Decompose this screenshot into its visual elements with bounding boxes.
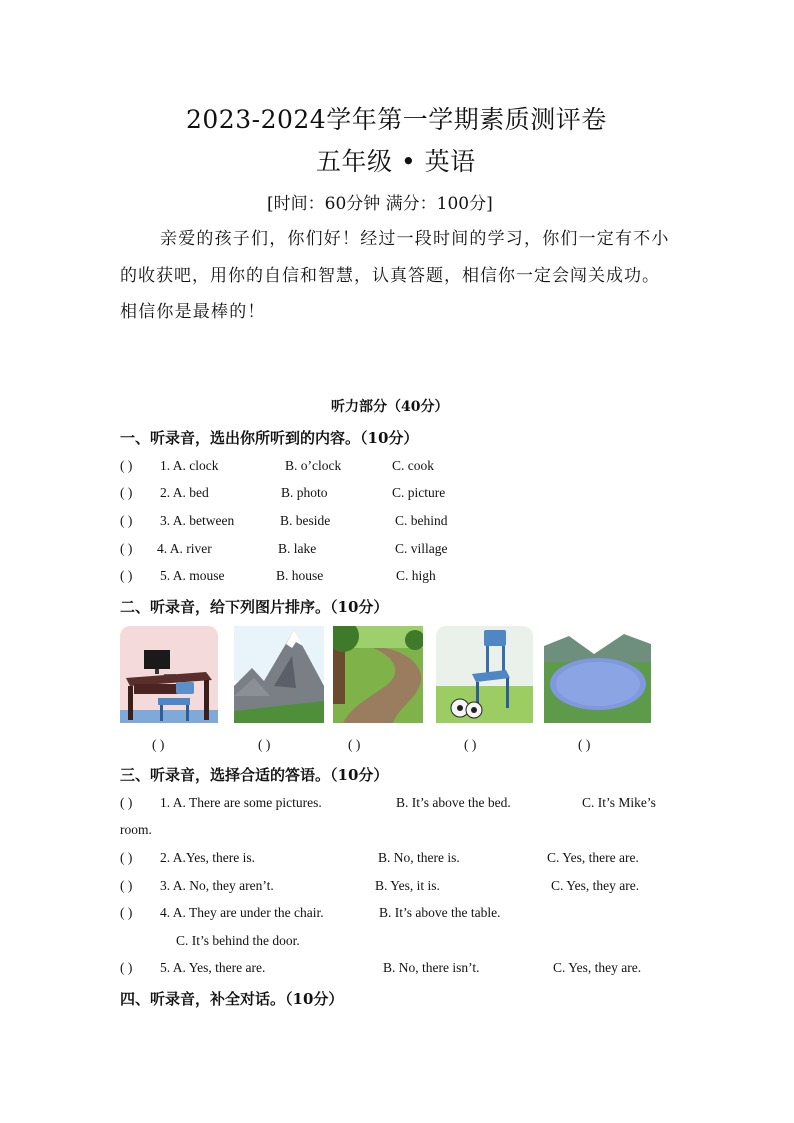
section-3-heading: 三、听录音，选择合适的答语。（10分） — [120, 766, 389, 784]
option-b: B. Yes, it is. — [375, 878, 440, 893]
option-c: C. Yes, there are. — [547, 850, 639, 865]
option-c: C. picture — [392, 485, 446, 500]
option-b: B. beside — [280, 513, 331, 528]
option-a: 1. A. clock — [160, 458, 219, 473]
answer-paren[interactable]: ( ) — [120, 960, 133, 975]
picture-order-paren[interactable]: ( ) — [578, 737, 591, 752]
option-c: C. Yes, they are. — [551, 878, 640, 893]
section-2-heading: 二、听录音，给下列图片排序。（10分） — [120, 598, 389, 616]
answer-paren[interactable]: ( ) — [120, 485, 133, 500]
option-a: 4. A. They are under the chair. — [160, 905, 324, 920]
answer-paren[interactable]: ( ) — [120, 905, 133, 920]
picture-order-paren[interactable]: ( ) — [464, 737, 477, 752]
option-a: 5. A. Yes, there are. — [160, 960, 266, 975]
answer-paren[interactable]: ( ) — [120, 541, 133, 556]
option-c: C. high — [396, 568, 436, 583]
answer-paren[interactable]: ( ) — [120, 878, 133, 893]
answer-paren[interactable]: ( ) — [120, 458, 133, 473]
intro-line-2: 的收获吧，用你的自信和智慧，认真答题，相信你一定会闯关成功。 — [120, 266, 660, 286]
option-c: C. behind — [395, 513, 448, 528]
option-c: C. It’s behind the door. — [176, 933, 300, 948]
intro-line-3: 相信你是最棒的！ — [120, 302, 266, 322]
answer-paren[interactable]: ( ) — [120, 568, 133, 583]
option-c-wrap: room. — [120, 822, 152, 837]
mountain-picture — [234, 626, 324, 723]
intro-line-1: 亲爱的孩子们，你们好！经过一段时间的学习，你们一定有不小 — [160, 229, 670, 249]
desk-picture — [120, 626, 218, 723]
chair-balls-picture — [436, 626, 533, 723]
section-1-heading: 一、听录音，选出你所听到的内容。（10分） — [120, 429, 419, 447]
path-picture — [333, 626, 423, 723]
option-b: B. house — [276, 568, 324, 583]
option-a: 4. A. river — [157, 541, 212, 556]
picture-order-paren[interactable]: ( ) — [258, 737, 271, 752]
option-b: B. lake — [278, 541, 317, 556]
picture-order-paren[interactable]: ( ) — [348, 737, 361, 752]
option-b: B. o’clock — [285, 458, 342, 473]
page-subtitle: 五年级 • 英语 — [316, 147, 476, 176]
answer-paren[interactable]: ( ) — [120, 513, 133, 528]
option-b: B. It’s above the table. — [379, 905, 501, 920]
option-b: B. photo — [281, 485, 328, 500]
option-a: 3. A. No, they aren’t. — [160, 878, 274, 893]
option-a: 2. A.Yes, there is. — [160, 850, 256, 865]
option-b: B. It’s above the bed. — [396, 795, 511, 810]
picture-order-paren[interactable]: ( ) — [152, 737, 165, 752]
option-c: C. Yes, they are. — [553, 960, 642, 975]
option-c: C. village — [395, 541, 448, 556]
exam-info: [时间：60分钟 满分：100分] — [267, 194, 493, 214]
listening-title: 听力部分（40分） — [331, 399, 449, 415]
option-b: B. No, there isn’t. — [383, 960, 480, 975]
option-c: C. It’s Mike’s — [582, 795, 656, 810]
option-c: C. cook — [392, 458, 434, 473]
option-a: 1. A. There are some pictures. — [160, 795, 322, 810]
option-a: 5. A. mouse — [160, 568, 225, 583]
option-a: 3. A. between — [160, 513, 235, 528]
page-title: 2023-2024学年第一学期素质测评卷 — [186, 105, 607, 134]
answer-paren[interactable]: ( ) — [120, 850, 133, 865]
option-a: 2. A. bed — [160, 485, 209, 500]
option-b: B. No, there is. — [378, 850, 460, 865]
lake-picture — [544, 626, 651, 723]
answer-paren[interactable]: ( ) — [120, 795, 133, 810]
section-4-heading: 四、听录音，补全对话。（10分） — [120, 990, 344, 1008]
